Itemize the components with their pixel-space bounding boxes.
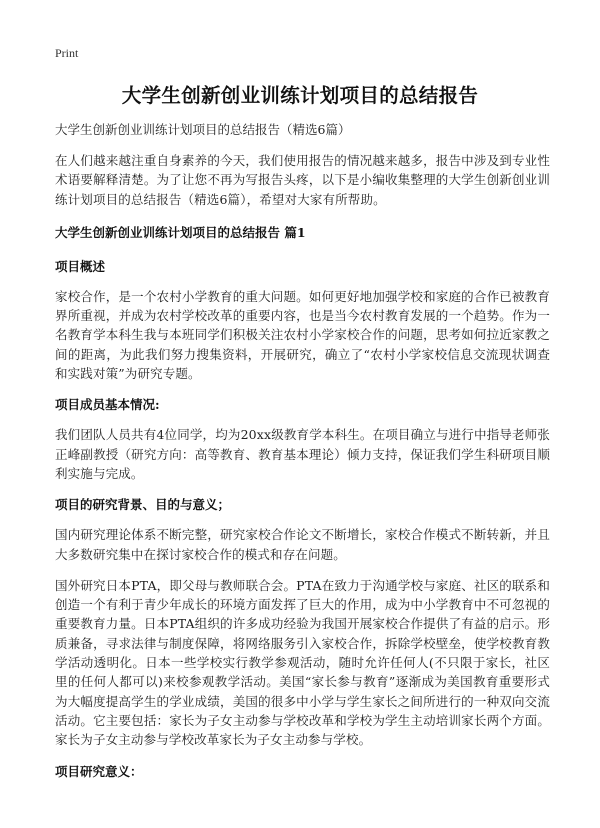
members-paragraph: 我们团队人员共有4位同学，均为20xx级教育学本科生。在项目确立与进行中指导老师张正峰副教授（研究方向：高等教育、教育基本理论）倾力支持，保证我们学生科研项目顺利实施与完成。 bbox=[55, 427, 550, 481]
document-subtitle: 大学生创新创业训练计划项目的总结报告（精选6篇） bbox=[55, 122, 351, 137]
intro-paragraph: 在人们越来越注重自身素养的今天，我们使用报告的情况越来越多，报告中涉及到专业性术语要解释清楚。为了让您不再为写报告头疼，以下是小编收集整理的大学生创新创业训练计划项目的总结报告（精选6篇），希望对大家有所帮助。 bbox=[55, 153, 550, 207]
background-paragraph-foreign: 国外研究日本PTA，即父母与教师联合会。PTA在致力于沟通学校与家庭、社区的联系和创造一个有利于青少年成长的环境方面发挥了巨大的作用，成为中小学教育中不可忽视的重要教育力量。日本PTA组织的许多成功经验为我国开展家校合作提供了有益的启示。形质兼备，寻求法律与制度保障，将网络服务引入家校合作，拆除学校壁垒，使学校教育教学活动透明化。日本一些学校实行教学参观活动，随时允许任何人(不只限于家长，社区里的任何人都可以)来校参观教学活动。美国“家长参与教育”逐渐成为美国教育重要形式为大幅度提高学生的学业成绩，美国的很多中小学与学生家长之间所进行的一种双向交流活动。它主要包括：家长为子女主动参与学校改革和学校为学生主动培训家长两个方面。家长为子女主动参与学校改革家长为子女主动参与学校。 bbox=[55, 577, 550, 748]
section-title-members: 项目成员基本情况: bbox=[55, 397, 160, 413]
section-title-significance: 项目研究意义： bbox=[55, 763, 143, 779]
article-heading: 大学生创新创业训练计划项目的总结报告 篇1 bbox=[55, 224, 306, 240]
document-body bbox=[55, 120, 550, 782]
background-paragraph-domestic: 国内研究理论体系不断完整，研究家校合作论文不断增长，家校合作模式不断转新，并且大多数研究集中在探讨家校合作的模式和存在问题。 bbox=[55, 527, 550, 562]
document-title: 大学生创新创业训练计划项目的总结报告 bbox=[121, 84, 479, 107]
section-title-overview: 项目概述 bbox=[55, 258, 106, 274]
print-link[interactable]: Print bbox=[55, 46, 79, 60]
overview-paragraph: 家校合作，是一个农村小学教育的重大问题。如何更好地加强学校和家庭的合作已被教育界所重视，并成为农村学校改革的重要内容，也是当今农村教育发展的一个趋势。作为一名教育学本科生我与本班同学们积极关注农村小学家校合作的问题，思考如何拉近家教之间的距离，为此我们努力搜集资料，开展研究，确立了“农村小学家校信息交流现状调查和实践对策”为研究专题。 bbox=[55, 288, 550, 382]
section-title-background: 项目的研究背景、目的与意义； bbox=[55, 497, 231, 513]
